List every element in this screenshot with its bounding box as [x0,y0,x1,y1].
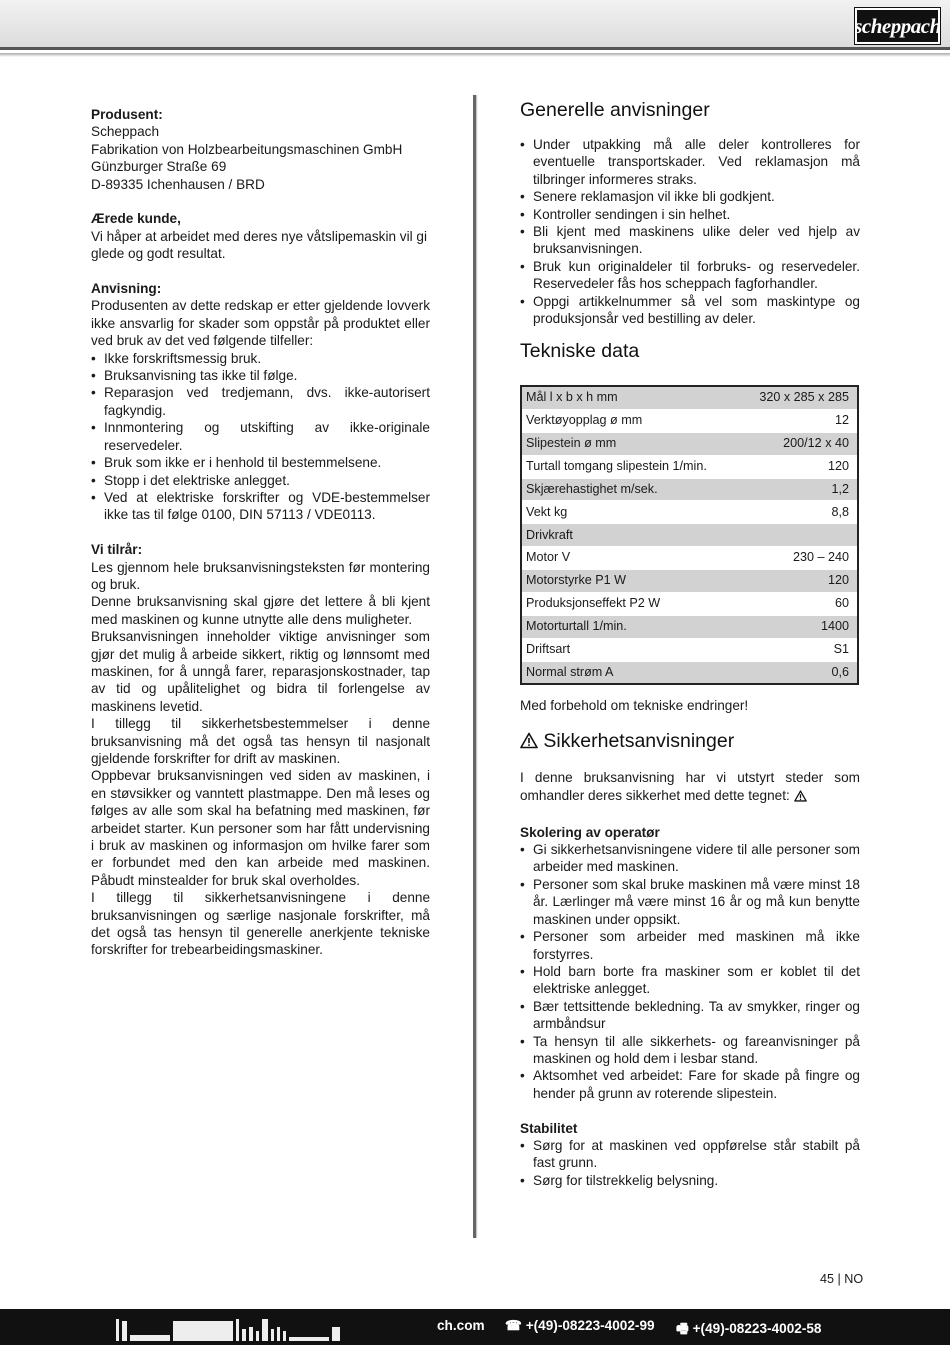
producer-line: D-89335 Ichenhausen / BRD [91,176,265,192]
advice-paragraph: I tillegg til sikkerhetsbestemmelser i denne bruksanvisning må det også tas hensyn til nasjonalt gjeldende forskrifter for drift av maskinen. [91,716,430,766]
producer-line: Scheppach [91,124,160,140]
table-row [521,547,858,570]
advice-title: Vi tilrår: [91,542,143,558]
tech-data-table [520,385,859,685]
advice-paragraph: I tillegg til sikkerhetsanvisningene i denne bruksanvisningen og særlige nasjonale forskrifter, må det også tas hensyn til generelle anerkjente tekniske forskrifter for trebearbeidingsmaskiner. [91,890,430,958]
table-row [521,638,858,661]
list-item: • Gi sikkerhetsanvisningene videre til alle personer som arbeider med maskinen. [520,841,860,876]
spec-label: Vekt kg [521,501,741,524]
table-row [521,501,858,524]
table-row [521,432,858,455]
training-block [520,824,860,1103]
column-divider [473,95,476,1238]
notice-block [91,280,430,524]
spec-label: Drivkraft [521,524,741,547]
stability-block [520,1120,860,1190]
safety-title: Sikkerhetsanvisninger [543,730,735,753]
spec-value: 1,2 [741,478,858,501]
list-item: • Innmontering og utskifting av ikke-originale reservedeler. [91,419,430,454]
advice-paragraph: Oppbevar bruksanvisningen ved siden av maskinen, i en støvsikker og vanntett plastmappe. Den må leses og følges av alle som skal ha befatning med maskinen, før arbeidet starter. Kun personer som har fått undervisning i bruk av maskinen og informasjon om hvilke farer som er forbundet med den kan arbeide med maskinen. Påbudt minstealder for bruk skal overholdes. [91,768,430,888]
advice-paragraph: Les gjennom hele bruksanvisningsteksten før montering og bruk. [91,559,430,592]
producer-line: Fabrikation von Holzbearbeitungsmaschinen GmbH [91,141,403,157]
list-item: • Personer som skal bruke maskinen må være minst 18 år. Lærlinger må være minst 16 år og må kun benytte maskinen under oppsikt. [520,876,860,928]
spec-label: Normal strøm A [521,661,741,684]
spec-label: Turtall tomgang slipestein 1/min. [521,455,741,478]
list-item: • Bruk som ikke er i henhold til bestemmelsene. [91,454,430,471]
table-row [521,478,858,501]
header-shadow [0,53,950,57]
footer-fax-number: +(49)-08223-4002-58 [692,1321,822,1336]
footer-obscured-text [116,1319,446,1341]
list-item: • Kontroller sendingen i sin helhet. [520,206,860,223]
spec-label: Motorstyrke P1 W [521,570,741,593]
greeting-block [91,210,430,262]
table-row [521,386,858,409]
spec-label: Slipestein ø mm [521,432,741,455]
safety-intro-wrap [520,769,860,806]
page-footer [0,1309,950,1345]
footer-website: ch.com [437,1318,485,1333]
greeting-text: Vi håper at arbeidet med deres nye våtslipemaskin vil gi glede og godt resultat. [91,228,427,262]
notice-text: Produsenten av dette redskap er etter gjeldende lovverk ikke ansvarlig for skader som oppstår på produktet eller ved bruk av det ved følgende tilfeller: [91,298,430,349]
left-column [91,106,430,959]
tech-heading: Tekniske data [520,340,640,363]
general-heading: Generelle anvisninger [520,99,710,121]
producer-title: Produsent: [91,107,163,122]
list-item: • Ved at elektriske forskrifter og VDE-bestemmelser ikke tas til følge 0100, DIN 57113 / VDE0113. [91,489,430,524]
footer-fax [676,1318,821,1342]
right-column [520,98,860,1189]
stability-list [520,1137,860,1189]
spec-value: 320 x 285 x 285 [741,386,858,409]
list-item: • Bær tettsittende bekledning. Ta av smykker, ringer og armbåndsur [520,998,860,1033]
spec-label: Driftsart [521,638,741,661]
greeting-title: Ærede kunde, [91,211,181,227]
stability-title: Stabilitet [520,1120,578,1136]
spec-label: Skjærehastighet m/sek. [521,478,741,501]
page-header [0,0,950,50]
spec-value: 120 [741,455,858,478]
warning-icon [520,731,538,755]
list-item: • Ta hensyn til alle sikkerhets- og fareanvisninger på maskinen og hold dem i lesbar stand. [520,1033,860,1068]
table-row [521,570,858,593]
table-row [521,615,858,638]
spec-value: 200/12 x 40 [741,432,858,455]
training-title: Skolering av operatør [520,824,660,840]
list-item: • Sørg for tilstrekkelig belysning. [520,1172,860,1189]
fax-icon: 🖷 [676,1321,693,1336]
table-row [521,661,858,684]
list-item: • Bruk kun originaldeler til forbruks- og reservedeler. Reservedeler fås hos scheppach fagforhandler. [520,258,860,293]
training-list [520,841,860,1102]
list-item: • Hold barn borte fra maskiner som er koblet til det elektriske anlegget. [520,963,860,998]
footer-phone [505,1318,655,1334]
table-row [521,455,858,478]
notice-list [91,350,430,524]
warning-icon [794,789,807,806]
spec-value: 0,6 [741,661,858,684]
spec-label: Motorturtall 1/min. [521,615,741,638]
safety-intro: I denne bruksanvisning har vi utstyrt steder som omhandler deres sikkerhet med dette tegnet: [520,770,860,803]
notice-title: Anvisning: [91,281,162,297]
spec-label: Produksjonseffekt P2 W [521,592,741,615]
list-item: • Senere reklamasjon vil ikke bli godkjent. [520,188,860,205]
spec-value: 12 [741,409,858,432]
list-item: • Personer som arbeider med maskinen må ikke forstyrres. [520,928,860,963]
page-number: 45 | NO [820,1272,864,1286]
safety-heading [520,729,860,755]
advice-paragraph: Denne bruksanvisning skal gjøre det lettere å bli kjent med maskinen og kunne utnytte alle dens muligheter. [91,594,430,627]
spec-value: 1400 [741,615,858,638]
spec-value: 120 [741,570,858,593]
table-row [521,524,858,547]
general-list [520,136,860,327]
advice-block [91,541,430,959]
list-item: • Oppgi artikkelnummer så vel som maskintype og produksjonsår ved bestilling av deler. [520,293,860,328]
footer-phone-number: +(49)-08223-4002-99 [525,1318,655,1333]
table-row [521,592,858,615]
list-item: • Sørg for at maskinen ved oppførelse står stabilt på fast grunn. [520,1137,860,1172]
producer-line: Günzburger Straße 69 [91,159,227,175]
spec-value: 60 [741,592,858,615]
spec-value: 230 – 240 [741,547,858,570]
list-item: • Stopp i det elektriske anlegget. [91,472,430,489]
tech-note: Med forbehold om tekniske endringer! [520,698,749,714]
list-item: • Bli kjent med maskinens ulike deler ved hjelp av bruksanvisningen. [520,223,860,258]
spec-label: Mål l x b x h mm [521,386,741,409]
list-item: • Reparasjon ved tredjemann, dvs. ikke-autorisert fagkyndig. [91,384,430,419]
spec-label: Motor V [521,547,741,570]
producer-block [91,106,430,193]
brand-logo: scheppach [855,8,940,44]
list-item: • Aktsomhet ved arbeidet: Fare for skade på fingre og hender på grunn av roterende slipestein. [520,1067,860,1102]
list-item: • Under utpakking må alle deler kontrolleres for eventuelle transportskader. Ved reklamasjon må tilbringer informeres straks. [520,136,860,188]
spec-value: S1 [741,638,858,661]
spec-label: Verktøyopplag ø mm [521,409,741,432]
list-item: • Ikke forskriftsmessig bruk. [91,350,430,367]
advice-paragraph: Bruksanvisningen inneholder viktige anvisninger som gjør det mulig å arbeide sikkert, riktig og lønnsomt med maskinen, for å unngå farer, reparasjonskostnader, tap av tid og upålitelighet og bidra til forlengelse av maskinens levetid. [91,629,430,714]
spec-value: 8,8 [741,501,858,524]
phone-icon: ☎ [505,1318,526,1333]
spec-value [741,524,858,547]
list-item: • Bruksanvisning tas ikke til følge. [91,367,430,384]
table-row [521,409,858,432]
